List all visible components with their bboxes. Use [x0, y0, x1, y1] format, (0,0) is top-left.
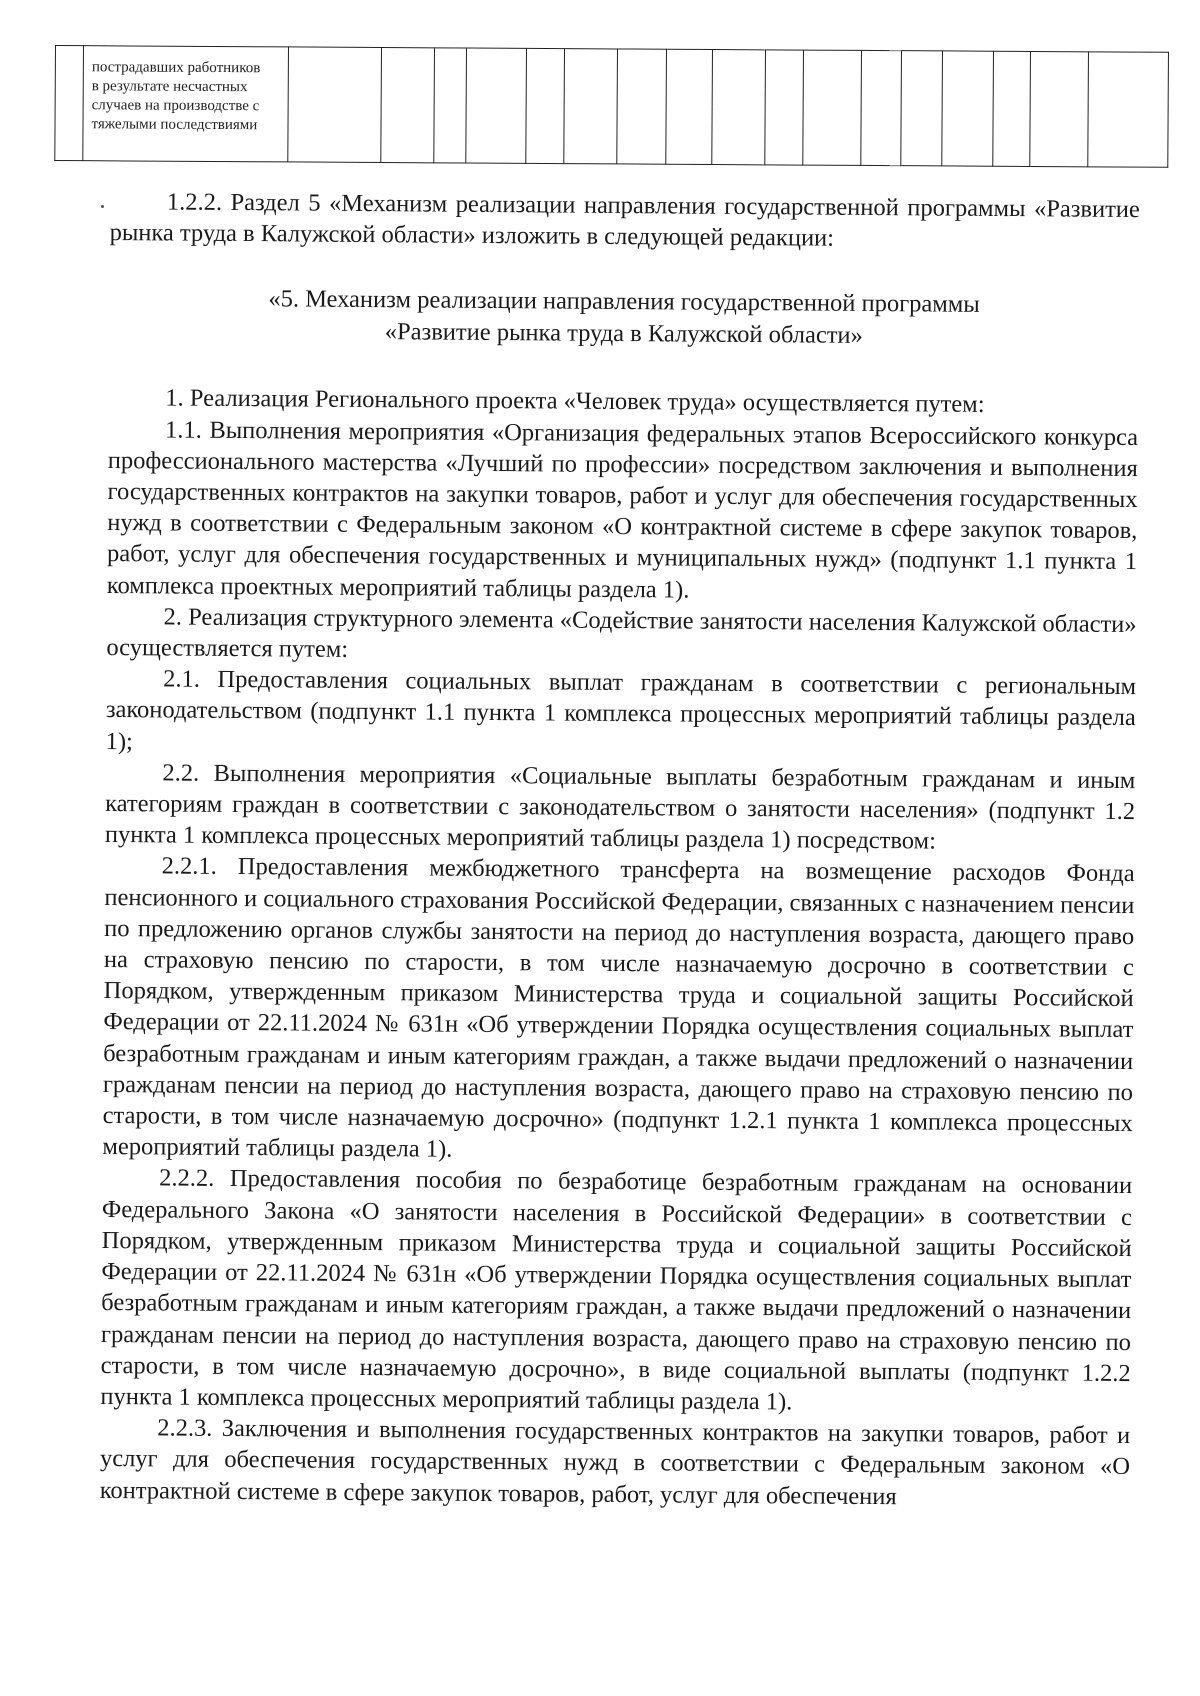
table-cell — [434, 48, 467, 163]
paragraph-1-1: 1.1. Выполнения мероприятия «Организация федеральных этапов Всероссийского конкурса профессионального мастерства «Лучший по профессии» посредством заключения и выполнения государственных контрактов на закупки товаров, работ и услуг для обеспечения государственных нужд в соответствии с Федеральным законом «О контрактной системе в сфере закупок товаров, работ, услуг для обеспечения государственных и муниципальных нужд» (подпункт 1.1 пункта 1 комплекса проектных мероприятий таблицы раздела 1). — [106, 416, 1139, 604]
table-cell — [666, 49, 713, 164]
paragraph-2-1: 2.1. Предоставления социальных выплат гражданам в соответствии с региональным законодательством (подпункт 1.1 пункта 1 комплекса процессных мероприятий таблицы раздела 1); — [105, 665, 1137, 755]
table-cell — [861, 50, 902, 165]
paragraph-1: 1. Реализация Регионального проекта «Человек труда» осуществляется путем: — [165, 384, 985, 419]
table-row — [55, 46, 1169, 168]
table-cell — [288, 47, 382, 163]
label-line: тяжелыми последствиями — [91, 116, 258, 134]
intro-paragraph: 1.2.2. Раздел 5 «Механизм реализации направления государственной программы «Развитие рынка труда в Калужской области» изложить в следующей редакции: — [109, 188, 1140, 252]
table-cell — [381, 47, 435, 162]
paragraph-2-2-2: 2.2.2. Предоставления пособия по безработице безработным гражданам на основании Федерального Закона «О занятости населения в Российской Федерации» в соответствии с Порядком, утвержденным приказом Министерства труда и социальной защиты Российской Федерации от 22.11.2024 № 631н «Об утверждении Порядка осуществления социальных выплат безработным гражданам и иным категориям граждан, а также выдачи предложений о назначении гражданам пенсии на период до наступления возраста, дающего право на страховую пенсию по старости, в том числе назначаемую досрочно», в виде социальной выплаты (подпункт 1.2.2 пункта 1 комплекса процессных мероприятий таблицы раздела 1). — [100, 1164, 1133, 1416]
label-line: в результате несчастных — [91, 78, 248, 96]
table-cell — [1088, 52, 1169, 167]
table-cell — [617, 49, 667, 164]
paragraph-2-2: 2.2. Выполнения мероприятия «Социальные выплаты безработным гражданам и иным категориям граждан в соответствии с законодательством о занятости населения» (подпункт 1.2 пункта 1 комплекса процессных мероприятий таблицы раздела 1) посредством: — [104, 759, 1136, 855]
table-cell — [1030, 51, 1089, 166]
table-cell — [901, 51, 943, 166]
heading-line-2: «Развитие рынка труда в Калужской области» — [384, 318, 863, 350]
document-body — [100, 186, 1140, 1514]
table-cell — [993, 51, 1031, 166]
table-cell — [712, 50, 766, 165]
label-line: случаев на производстве с — [91, 97, 260, 115]
heading-line-1: «5. Механизм реализации направления государственной программы — [268, 285, 980, 319]
section-heading — [109, 282, 1139, 354]
scan-speck — [101, 205, 104, 208]
paragraph-2-2-3: 2.2.3. Заключения и выполнения государственных контрактов на закупки товаров, работ и услуг для обеспечения государственных нужд в соответствии с Федеральным законом «О контрактной системе в сфере закупок товаров, работ, услуг для обеспечения — [99, 1414, 1131, 1510]
table-cell — [466, 48, 527, 163]
table-cell — [942, 51, 994, 166]
table-cell — [765, 50, 804, 165]
paragraph-2: 2. Реализация структурного элемента «Содействие занятости населения Калужской области» осуществляется путем: — [106, 603, 1137, 663]
table-fragment — [54, 45, 1169, 168]
paragraph-2-2-1: 2.2.1. Предоставления межбюджетного трансферта на возмещение расходов Фонда пенсионного и социального страхования Российской Федерации, связанных с назначением пенсии по предложению органов службы занятости на период до наступления возраста, дающего право на страховую пенсию по старости, в том числе назначаемую досрочно в соответствии с Порядком, утвержденным приказом Министерства труда и социальной защиты Российской Федерации от 22.11.2024 № 631н «Об утверждении Порядка осуществления социальных выплат безработным гражданам и иным категориям граждан, а также выдачи предложений о назначении гражданам пенсии на период до наступления возраста, дающего право на страховую пенсию по старости, в том числе назначаемую досрочно» (подпункт 1.2.1 пункта 1 комплекса процессных мероприятий таблицы раздела 1). — [102, 852, 1135, 1163]
table-cell — [55, 46, 84, 161]
table-cell — [803, 50, 862, 165]
label-line: пострадавших работников — [91, 59, 261, 77]
table-cell — [526, 48, 565, 163]
table-cell — [564, 49, 618, 164]
table-cell-label — [83, 46, 289, 162]
